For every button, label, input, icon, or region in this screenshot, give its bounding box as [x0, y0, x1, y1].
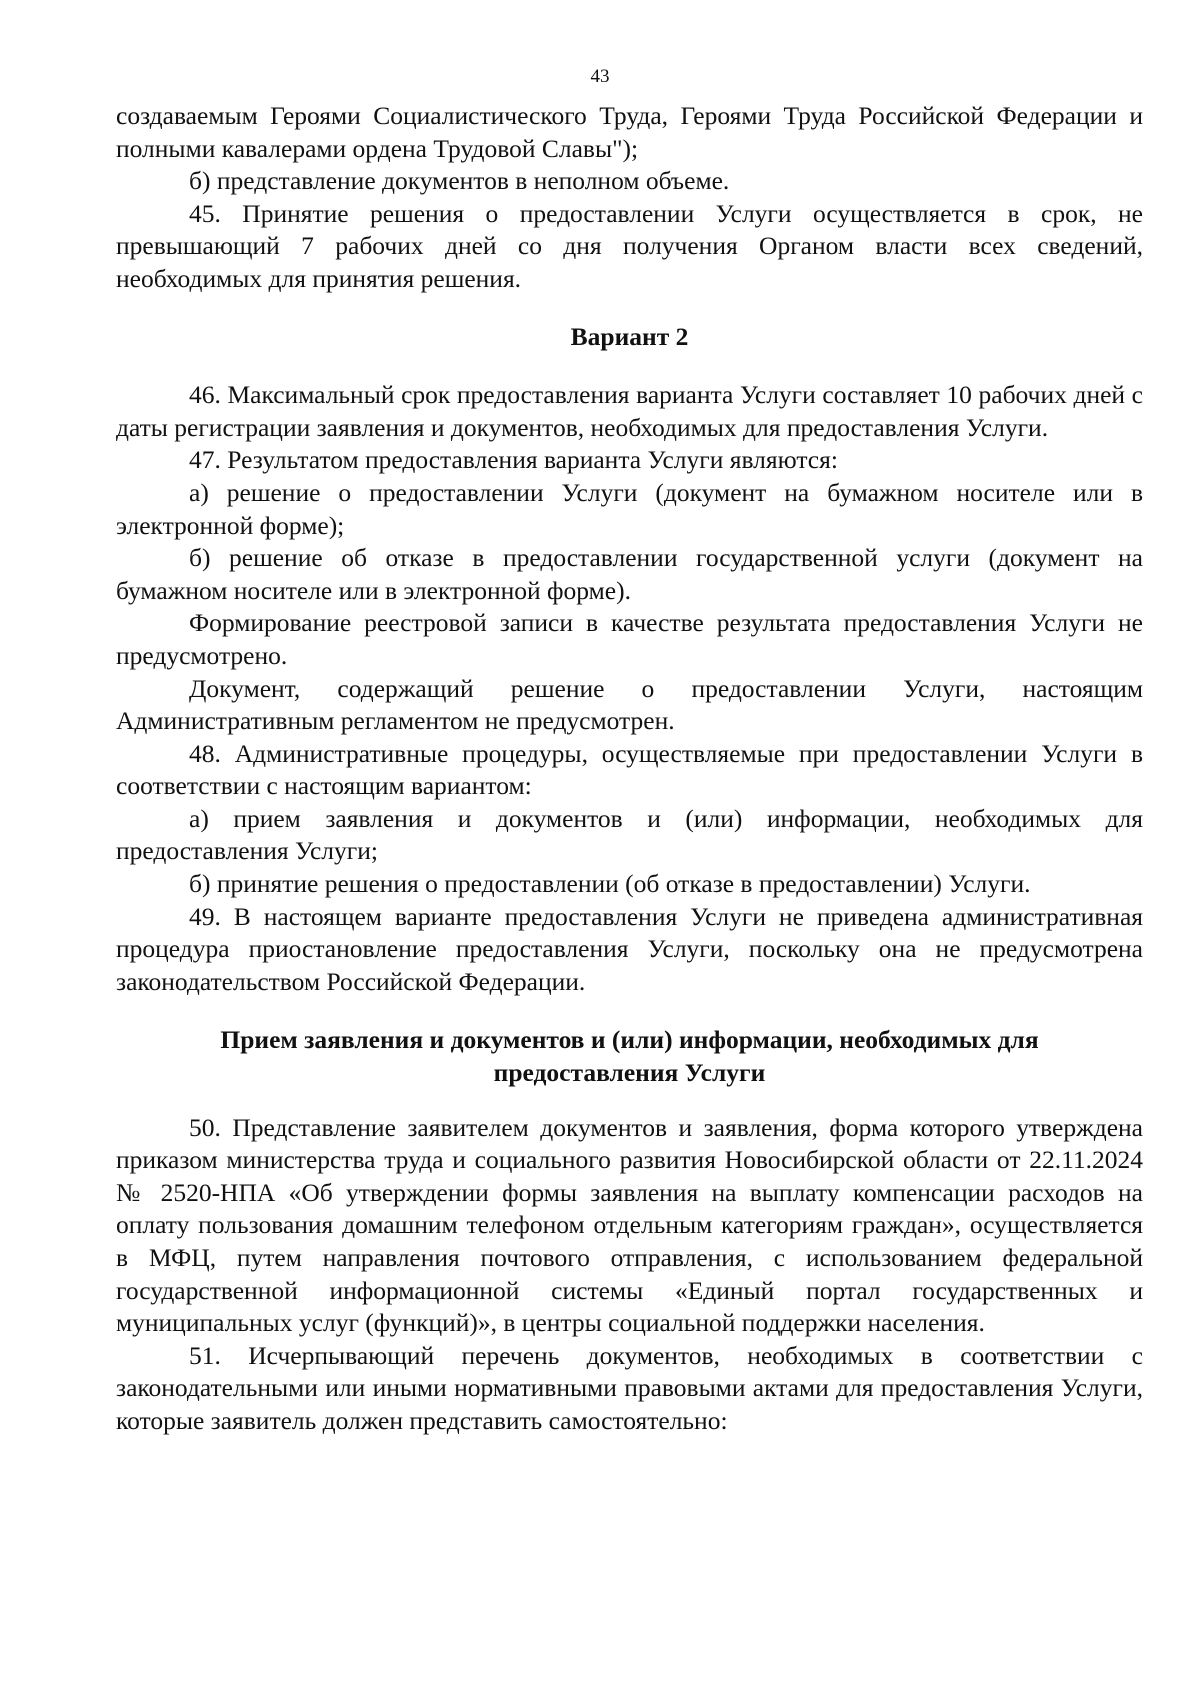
paragraph-45: 45. Принятие решения о предоставлении Услуги осуществляется в срок, не превышающий 7 рабочих дней со дня получения Органом власти всех сведений, необходимых для принятия решения.	[116, 198, 1143, 293]
paragraph-48: 48. Административные процедуры, осуществляемые при предоставлении Услуги в соответствии с настоящим вариантом:	[116, 738, 1143, 801]
paragraph-49: 49. В настоящем варианте предоставления Услуги не приведена административная процедура приостановление предоставления Услуги, поскольку она не предусмотрена законодательством Российской Федерации.	[116, 901, 1143, 996]
document-body	[116, 100, 1143, 1438]
paragraph-48-b: б) принятие решения о предоставлении (об отказе в предоставлении) Услуги.	[189, 869, 1031, 899]
paragraph: Формирование реестровой записи в качестве результата предоставления Услуги не предусмотрено.	[116, 608, 1143, 670]
paragraph: Документ, содержащий решение о предоставлении Услуги, настоящим Административным регламентом не предусмотрен.	[116, 673, 1143, 736]
paragraph-47-a: а) решение о предоставлении Услуги (документ на бумажном носителе или в электронной форме);	[116, 477, 1143, 540]
paragraph-50: 50. Представление заявителем документов и заявления, форма которого утверждена приказом министерства труда и социального развития Новосибирской области от 22.11.2024 № 2520-НПА «Об утверждении формы заявления на выплату компенсации расходов на оплату пользования домашним телефоном отдельным категориям граждан», осуществляется в МФЦ, путем направления почтового отправления, с использованием федеральной государственной информационной системы «Единый портал государственных и муниципальных услуг (функций)», в центры социальной поддержки населения.	[116, 1112, 1143, 1338]
page-number: 43	[590, 66, 610, 87]
paragraph: создаваемым Героями Социалистического Труда, Героями Труда Российской Федерации и полными кавалерами ордена Трудовой Славы");	[116, 101, 1143, 163]
heading-variant-2: Вариант 2	[570, 321, 689, 351]
heading-section: Прием заявления и документов и (или) информации, необходимых для предоставления Услуги	[220, 1025, 1039, 1088]
paragraph: б) представление документов в неполном объеме.	[189, 166, 730, 196]
paragraph-46: 46. Максимальный срок предоставления варианта Услуги составляет 10 рабочих дней с даты регистрации заявления и документов, необходимых для предоставления Услуги.	[116, 380, 1143, 442]
paragraph-47-b: б) решение об отказе в предоставлении государственной услуги (документ на бумажном носителе или в электронной форме).	[116, 543, 1143, 605]
paragraph-48-a: а) прием заявления и документов и (или) информации, необходимых для предоставления Услуги;	[116, 803, 1143, 866]
paragraph-51: 51. Исчерпывающий перечень документов, необходимых в соответствии с законодательными или иными нормативными правовыми актами для предоставления Услуги, которые заявитель должен представить самостоятельно:	[116, 1340, 1143, 1435]
paragraph-47: 47. Результатом предоставления варианта Услуги являются:	[189, 445, 838, 475]
